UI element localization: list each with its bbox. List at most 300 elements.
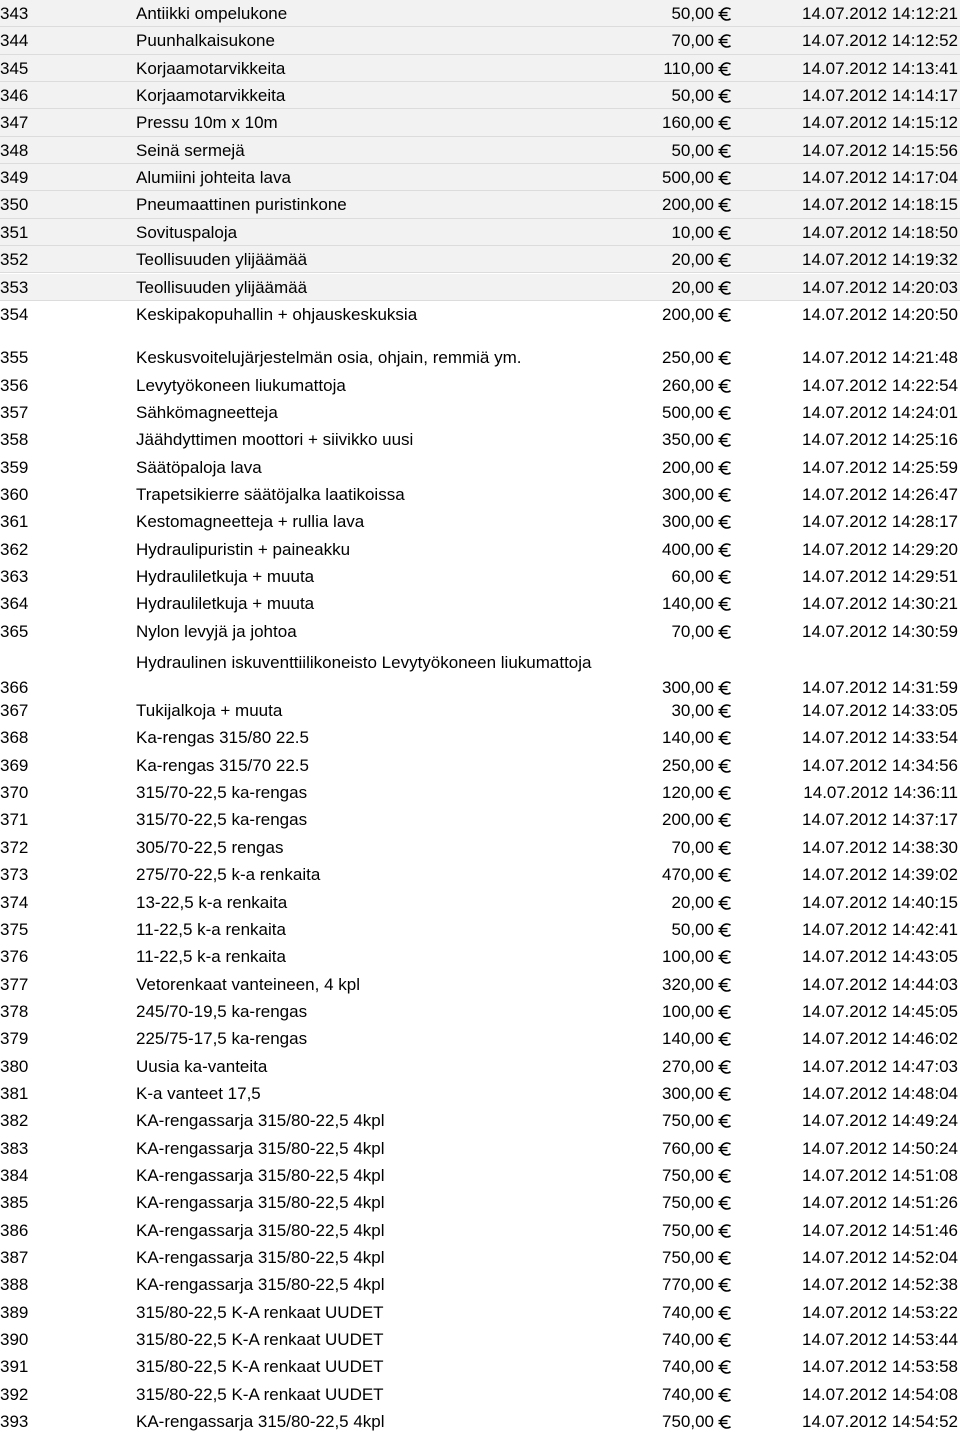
sale-timestamp: 14.07.2012 14:36:11 <box>803 783 958 803</box>
item-price: 110,00 <box>663 58 714 78</box>
item-number: 365 <box>0 621 29 641</box>
item-name: 225/75-17,5 ka-rengas <box>136 1029 308 1049</box>
euro-icon <box>718 758 732 774</box>
list-item <box>0 779 960 806</box>
item-price: 740,00 <box>662 1330 714 1350</box>
item-number: 381 <box>0 1083 29 1103</box>
item-name: 245/70-19,5 ka-rengas <box>136 1001 308 1021</box>
item-price: 750,00 <box>662 1220 714 1240</box>
sale-timestamp: 14.07.2012 14:20:03 <box>802 277 958 297</box>
item-name: Keskusvoitelujärjestelmän osia, ohjain, remmiä ym. <box>136 348 522 368</box>
item-number: 366 <box>0 678 29 698</box>
list-item <box>0 834 960 861</box>
item-number: 360 <box>0 484 29 504</box>
list-item <box>0 344 960 371</box>
sale-timestamp: 14.07.2012 14:30:21 <box>802 594 958 614</box>
list-item <box>0 372 960 399</box>
sale-timestamp: 14.07.2012 14:26:47 <box>802 484 958 504</box>
item-number: 378 <box>0 1001 29 1021</box>
item-price: 770,00 <box>662 1275 714 1295</box>
euro-icon <box>718 115 732 131</box>
item-price: 250,00 <box>662 755 714 775</box>
sale-timestamp: 14.07.2012 14:20:50 <box>802 304 958 324</box>
item-price: 200,00 <box>662 304 714 324</box>
item-number: 362 <box>0 539 29 559</box>
item-number: 353 <box>0 277 29 297</box>
sale-timestamp: 14.07.2012 14:34:56 <box>802 755 958 775</box>
list-item <box>0 246 960 273</box>
euro-icon <box>718 487 732 503</box>
item-price: 740,00 <box>662 1302 714 1322</box>
euro-icon <box>718 812 732 828</box>
euro-icon <box>718 33 732 49</box>
item-number: 358 <box>0 430 29 450</box>
list-item <box>0 454 960 481</box>
sale-timestamp: 14.07.2012 14:51:46 <box>802 1220 958 1240</box>
euro-icon <box>718 378 732 394</box>
sale-timestamp: 14.07.2012 14:52:04 <box>802 1248 958 1268</box>
list-item <box>0 191 960 218</box>
list-item <box>0 1271 960 1298</box>
item-number: 344 <box>0 31 29 51</box>
list-item <box>0 1162 960 1189</box>
euro-icon <box>718 1086 732 1102</box>
sale-timestamp: 14.07.2012 14:31:59 <box>802 678 958 698</box>
list-item <box>0 1353 960 1380</box>
list-item <box>0 1189 960 1216</box>
list-item <box>0 274 960 301</box>
euro-icon <box>718 680 732 696</box>
sale-timestamp: 14.07.2012 14:53:58 <box>802 1357 958 1377</box>
euro-icon <box>718 703 732 719</box>
item-name: Trapetsikierre säätöjalka laatikoissa <box>136 484 405 504</box>
sale-timestamp: 14.07.2012 14:51:26 <box>802 1193 958 1213</box>
euro-icon <box>718 350 732 366</box>
item-name: Hydraulipuristin + paineakku <box>136 539 351 559</box>
item-name: Antiikki ompelukone <box>136 4 288 23</box>
list-item <box>0 861 960 888</box>
item-name: 13-22,5 k-a renkaita <box>136 892 288 912</box>
item-price: 50,00 <box>671 4 714 23</box>
sale-timestamp: 14.07.2012 14:25:16 <box>802 430 958 450</box>
list-item <box>0 1408 960 1435</box>
euro-icon <box>718 1332 732 1348</box>
item-price: 740,00 <box>662 1357 714 1377</box>
euro-icon <box>718 895 732 911</box>
item-name: 315/80-22,5 K-A renkaat UUDET <box>136 1357 384 1377</box>
euro-icon <box>718 867 732 883</box>
sale-timestamp: 14.07.2012 14:15:12 <box>802 113 958 133</box>
item-price: 500,00 <box>662 168 714 188</box>
sale-timestamp: 14.07.2012 14:22:54 <box>802 375 958 395</box>
item-price: 300,00 <box>662 484 714 504</box>
item-name: Hydrauliletkuja + muuta <box>136 594 315 614</box>
euro-icon <box>718 61 732 77</box>
item-name: 11-22,5 k-a renkaita <box>136 947 286 967</box>
item-name: Keskipakopuhallin + ohjauskeskuksia <box>136 304 418 324</box>
item-number: 370 <box>0 783 29 803</box>
item-price: 20,00 <box>671 277 714 297</box>
item-name: 315/80-22,5 K-A renkaat UUDET <box>136 1330 384 1350</box>
list-item <box>0 1107 960 1134</box>
sale-timestamp: 14.07.2012 14:45:05 <box>802 1001 958 1021</box>
list-item <box>0 137 960 164</box>
list-item <box>0 916 960 943</box>
item-price: 100,00 <box>662 947 714 967</box>
sale-timestamp: 14.07.2012 14:43:05 <box>802 947 958 967</box>
list-item <box>0 164 960 191</box>
sale-timestamp: 14.07.2012 14:18:50 <box>802 222 958 242</box>
item-price: 250,00 <box>662 348 714 368</box>
sale-timestamp: 14.07.2012 14:44:03 <box>802 974 958 994</box>
item-name: Vetorenkaat vanteineen, 4 kpl <box>136 974 360 994</box>
item-price: 160,00 <box>662 113 714 133</box>
list-item <box>0 971 960 998</box>
item-price: 50,00 <box>671 86 714 106</box>
sale-timestamp: 14.07.2012 14:33:05 <box>802 701 958 721</box>
item-price: 120,00 <box>662 783 714 803</box>
euro-icon <box>718 225 732 241</box>
item-number: 393 <box>0 1412 29 1432</box>
euro-icon <box>718 922 732 938</box>
list-item <box>0 1299 960 1326</box>
item-number: 355 <box>0 348 29 368</box>
sale-timestamp: 14.07.2012 14:48:04 <box>802 1083 958 1103</box>
item-price: 140,00 <box>662 728 714 748</box>
euro-icon <box>718 405 732 421</box>
list-item <box>0 1326 960 1353</box>
item-price: 60,00 <box>671 567 714 586</box>
item-price: 70,00 <box>671 621 714 641</box>
list-item <box>0 943 960 970</box>
item-price: 350,00 <box>662 430 714 450</box>
item-price: 140,00 <box>662 594 714 614</box>
item-name: Sähkömagneetteja <box>136 402 278 422</box>
item-price: 470,00 <box>662 865 714 885</box>
sale-timestamp: 14.07.2012 14:21:48 <box>802 348 958 368</box>
item-price: 760,00 <box>662 1138 714 1158</box>
list-item <box>0 301 960 328</box>
item-name: KA-rengassarja 315/80-22,5 4kpl <box>136 1111 385 1131</box>
sale-timestamp: 14.07.2012 14:14:17 <box>802 86 958 106</box>
euro-icon <box>718 542 732 558</box>
item-name: Korjaamotarvikkeita <box>136 58 286 78</box>
euro-icon <box>718 1113 732 1129</box>
euro-icon <box>718 1277 732 1293</box>
item-name: 305/70-22,5 rengas <box>136 837 284 857</box>
sale-timestamp: 14.07.2012 14:17:04 <box>802 168 958 188</box>
item-name: Tukijalkoja + muuta <box>136 701 283 721</box>
item-number: 363 <box>0 567 29 586</box>
item-price: 270,00 <box>662 1056 714 1076</box>
item-name: KA-rengassarja 315/80-22,5 4kpl <box>136 1275 385 1295</box>
list-item <box>0 1244 960 1271</box>
sale-timestamp: 14.07.2012 14:18:15 <box>802 195 958 215</box>
sale-timestamp: 14.07.2012 14:12:52 <box>802 31 958 51</box>
item-name: 315/70-22,5 ka-rengas <box>136 783 308 803</box>
item-name: K-a vanteet 17,5 <box>136 1083 261 1103</box>
euro-icon <box>718 432 732 448</box>
list-item <box>0 508 960 535</box>
item-name: Säätöpaloja lava <box>136 457 262 477</box>
euro-icon <box>718 1031 732 1047</box>
item-price: 300,00 <box>662 1083 714 1103</box>
sale-timestamp: 14.07.2012 14:54:52 <box>802 1412 958 1432</box>
sale-timestamp: 14.07.2012 14:42:41 <box>802 919 958 939</box>
item-name: Sovituspaloja <box>136 222 238 242</box>
item-name: Pressu 10m x 10m <box>136 113 278 133</box>
item-price: 750,00 <box>662 1193 714 1213</box>
item-name: Kestomagneetteja + rullia lava <box>136 512 365 532</box>
item-number: 380 <box>0 1056 29 1076</box>
list-item <box>0 481 960 508</box>
item-number: 379 <box>0 1029 29 1049</box>
item-number: 377 <box>0 974 29 994</box>
euro-icon <box>718 88 732 104</box>
item-name: Ka-rengas 315/70 22.5 <box>136 755 309 775</box>
list-item <box>0 27 960 54</box>
item-price: 500,00 <box>662 402 714 422</box>
sale-timestamp: 14.07.2012 14:30:59 <box>802 621 958 641</box>
euro-icon <box>718 1414 732 1430</box>
item-number: 364 <box>0 594 29 614</box>
euro-icon <box>718 307 732 323</box>
item-number: 387 <box>0 1248 29 1268</box>
sale-timestamp: 14.07.2012 14:49:24 <box>802 1111 958 1131</box>
item-name: 315/80-22,5 K-A renkaat UUDET <box>136 1384 384 1404</box>
list-item <box>0 1053 960 1080</box>
item-number: 348 <box>0 140 29 160</box>
sale-timestamp: 14.07.2012 14:37:17 <box>802 810 958 830</box>
sale-timestamp: 14.07.2012 14:25:59 <box>802 457 958 477</box>
item-name: Puunhalkaisukone <box>136 31 275 51</box>
item-price: 200,00 <box>662 457 714 477</box>
item-price: 260,00 <box>662 375 714 395</box>
euro-icon <box>718 197 732 213</box>
item-number: 373 <box>0 865 29 885</box>
item-price: 70,00 <box>671 837 714 857</box>
sale-timestamp: 14.07.2012 14:52:38 <box>802 1275 958 1295</box>
list-item <box>0 1080 960 1107</box>
list-item <box>0 109 960 136</box>
euro-icon <box>718 1250 732 1266</box>
item-name: Hydraulinen iskuventtiilikoneisto Levytyökoneen liukumattoja <box>136 653 592 673</box>
item-name: Uusia ka-vanteita <box>136 1056 268 1076</box>
item-number: 392 <box>0 1384 29 1404</box>
item-price: 50,00 <box>671 140 714 160</box>
item-number: 385 <box>0 1193 29 1213</box>
item-name: Teollisuuden ylijäämää <box>136 277 308 297</box>
euro-icon <box>718 1223 732 1239</box>
item-number: 368 <box>0 728 29 748</box>
list-item <box>0 618 960 645</box>
item-price: 100,00 <box>662 1001 714 1021</box>
item-number: 383 <box>0 1138 29 1158</box>
item-name: Hydrauliletkuja + muuta <box>136 567 315 586</box>
euro-icon <box>718 624 732 640</box>
item-price: 10,00 <box>671 222 714 242</box>
item-price: 70,00 <box>671 31 714 51</box>
sale-timestamp: 14.07.2012 14:29:20 <box>802 539 958 559</box>
euro-icon <box>718 460 732 476</box>
item-price: 200,00 <box>662 195 714 215</box>
item-name: Pneumaattinen puristinkone <box>136 195 347 215</box>
euro-icon <box>718 1195 732 1211</box>
sale-timestamp: 14.07.2012 14:39:02 <box>802 865 958 885</box>
list-item <box>0 82 960 109</box>
item-number: 343 <box>0 4 29 23</box>
list-item <box>0 1135 960 1162</box>
item-name: Nylon levyjä ja johtoa <box>136 621 297 641</box>
item-number: 386 <box>0 1220 29 1240</box>
item-number: 352 <box>0 250 29 270</box>
item-name: Levytyökoneen liukumattoja <box>136 375 346 395</box>
euro-icon <box>718 252 732 268</box>
sale-timestamp: 14.07.2012 14:24:01 <box>802 402 958 422</box>
euro-icon <box>718 514 732 530</box>
euro-icon <box>718 143 732 159</box>
list-item <box>0 645 960 697</box>
sale-timestamp: 14.07.2012 14:29:51 <box>802 567 958 586</box>
item-price: 750,00 <box>662 1412 714 1432</box>
list-item <box>0 724 960 751</box>
sale-timestamp: 14.07.2012 14:51:08 <box>802 1166 958 1185</box>
list-item <box>0 536 960 563</box>
item-price: 400,00 <box>662 539 714 559</box>
item-number: 351 <box>0 222 29 242</box>
item-name: KA-rengassarja 315/80-22,5 4kpl <box>136 1412 385 1432</box>
item-price: 750,00 <box>662 1248 714 1268</box>
list-item <box>0 426 960 453</box>
sale-timestamp: 14.07.2012 14:53:22 <box>802 1302 958 1322</box>
item-name: Jäähdyttimen moottori + siivikko uusi <box>136 430 414 450</box>
sale-timestamp: 14.07.2012 14:40:15 <box>802 892 958 912</box>
item-name: Seinä sermejä <box>136 140 245 160</box>
list-item <box>0 889 960 916</box>
item-price: 740,00 <box>662 1384 714 1404</box>
item-price: 750,00 <box>662 1166 714 1185</box>
item-price: 200,00 <box>662 810 714 830</box>
item-number: 374 <box>0 892 29 912</box>
sale-timestamp: 14.07.2012 14:12:21 <box>802 4 958 23</box>
item-number: 359 <box>0 457 29 477</box>
item-price: 750,00 <box>662 1111 714 1131</box>
item-number: 346 <box>0 86 29 106</box>
item-number: 357 <box>0 402 29 422</box>
list-item <box>0 0 960 27</box>
item-name: 315/80-22,5 K-A renkaat UUDET <box>136 1302 384 1322</box>
sale-timestamp: 14.07.2012 14:33:54 <box>802 728 958 748</box>
euro-icon <box>718 6 732 22</box>
item-name: KA-rengassarja 315/80-22,5 4kpl <box>136 1220 385 1240</box>
item-number: 382 <box>0 1111 29 1131</box>
item-number: 345 <box>0 58 29 78</box>
euro-icon <box>718 1141 732 1157</box>
list-item <box>0 219 960 246</box>
euro-icon <box>718 170 732 186</box>
euro-icon <box>718 1387 732 1403</box>
item-number: 367 <box>0 701 29 721</box>
list-item <box>0 697 960 724</box>
euro-icon <box>718 569 732 585</box>
item-name: 315/70-22,5 ka-rengas <box>136 810 308 830</box>
euro-icon <box>718 977 732 993</box>
item-number: 350 <box>0 195 29 215</box>
item-name: Teollisuuden ylijäämää <box>136 250 308 270</box>
item-number: 372 <box>0 837 29 857</box>
euro-icon <box>718 1305 732 1321</box>
sale-timestamp: 14.07.2012 14:15:56 <box>802 140 958 160</box>
item-number: 389 <box>0 1302 29 1322</box>
item-number: 376 <box>0 947 29 967</box>
item-number: 375 <box>0 919 29 939</box>
sale-timestamp: 14.07.2012 14:28:17 <box>802 512 958 532</box>
item-number: 391 <box>0 1357 29 1377</box>
euro-icon <box>718 840 732 856</box>
item-price: 50,00 <box>671 919 714 939</box>
euro-icon <box>718 1168 732 1184</box>
item-price: 320,00 <box>662 974 714 994</box>
sale-timestamp: 14.07.2012 14:50:24 <box>802 1138 958 1158</box>
item-number: 371 <box>0 810 29 830</box>
item-name: KA-rengassarja 315/80-22,5 4kpl <box>136 1193 385 1213</box>
sale-timestamp: 14.07.2012 14:13:41 <box>802 58 958 78</box>
item-number: 390 <box>0 1330 29 1350</box>
item-price: 20,00 <box>671 250 714 270</box>
euro-icon <box>718 596 732 612</box>
euro-icon <box>718 949 732 965</box>
item-price: 300,00 <box>662 512 714 532</box>
item-name: KA-rengassarja 315/80-22,5 4kpl <box>136 1166 385 1185</box>
list-item <box>0 563 960 590</box>
list-item <box>0 55 960 82</box>
list-item <box>0 399 960 426</box>
list-item <box>0 752 960 779</box>
item-number: 354 <box>0 304 29 324</box>
euro-icon <box>718 785 732 801</box>
item-number: 347 <box>0 113 29 133</box>
item-price: 300,00 <box>662 678 714 698</box>
list-item <box>0 806 960 833</box>
item-number: 361 <box>0 512 29 532</box>
item-price: 140,00 <box>662 1029 714 1049</box>
list-item <box>0 1381 960 1408</box>
sale-timestamp: 14.07.2012 14:19:32 <box>802 250 958 270</box>
item-price: 20,00 <box>671 892 714 912</box>
euro-icon <box>718 1359 732 1375</box>
sale-timestamp: 14.07.2012 14:46:02 <box>802 1029 958 1049</box>
sale-timestamp: 14.07.2012 14:38:30 <box>802 837 958 857</box>
sale-timestamp: 14.07.2012 14:53:44 <box>802 1330 958 1350</box>
euro-icon <box>718 280 732 296</box>
item-price: 30,00 <box>671 701 714 721</box>
item-number: 349 <box>0 168 29 188</box>
item-number: 369 <box>0 755 29 775</box>
item-number: 356 <box>0 375 29 395</box>
item-name: Alumiini johteita lava <box>136 168 291 188</box>
list-item <box>0 998 960 1025</box>
list-item <box>0 1217 960 1244</box>
list-item <box>0 1025 960 1052</box>
item-name: 11-22,5 k-a renkaita <box>136 919 286 939</box>
item-name: Ka-rengas 315/80 22.5 <box>136 728 309 748</box>
euro-icon <box>718 1004 732 1020</box>
sale-timestamp: 14.07.2012 14:47:03 <box>802 1056 958 1076</box>
item-name: 275/70-22,5 k-a renkaita <box>136 865 321 885</box>
item-number: 388 <box>0 1275 29 1295</box>
sale-timestamp: 14.07.2012 14:54:08 <box>802 1384 958 1404</box>
item-number: 384 <box>0 1166 29 1185</box>
